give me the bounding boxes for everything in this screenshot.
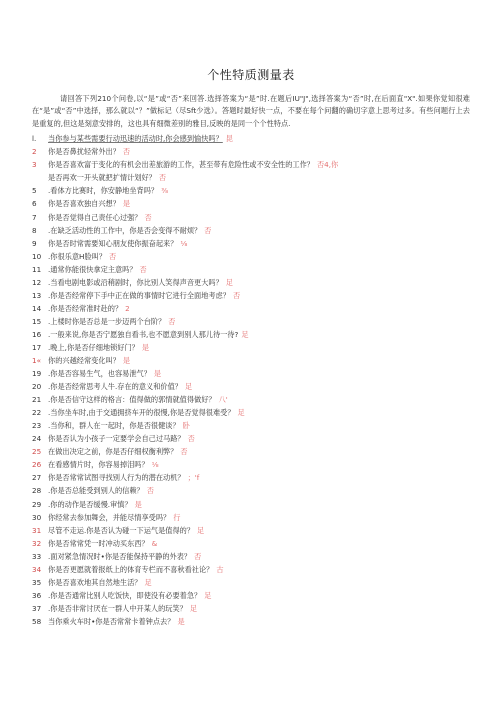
answer-mark: 是 xyxy=(122,199,131,209)
question-number: 17 xyxy=(32,342,42,352)
list-item xyxy=(32,184,470,197)
question-text: 你经常去参加舞会，并能尽情享受吗？ xyxy=(48,512,171,522)
question-text: 你是否喜欢地其自然地生活？ xyxy=(48,577,142,587)
question-number: 11 xyxy=(32,264,42,274)
question-list xyxy=(32,132,470,628)
answer-mark: 行 xyxy=(173,512,181,522)
answer-mark: 否 xyxy=(109,251,117,261)
answer-mark: 是 xyxy=(141,342,150,352)
answer-mark: 卧 xyxy=(182,421,190,431)
list-item xyxy=(32,145,470,158)
question-number: l. xyxy=(32,134,37,144)
question-text: .你是否非常讨厌在一群人中开某人的玩笑？ xyxy=(48,603,187,613)
question-number: 21 xyxy=(32,395,42,405)
list-item xyxy=(32,328,470,341)
question-text: 你是否常常凭一时冲动买东西？ xyxy=(48,538,149,548)
list-item xyxy=(32,263,470,276)
list-item xyxy=(32,302,470,315)
question-number: 7 xyxy=(32,212,37,222)
question-number: 20 xyxy=(32,382,42,392)
answer-mark: 足 xyxy=(189,603,198,613)
list-item xyxy=(32,484,470,497)
question-text: .你是否信守这样的格言：值得做的郭情就值得做好？ xyxy=(48,395,216,405)
answer-mark: 足 xyxy=(237,408,245,418)
list-item xyxy=(32,550,470,563)
list-item xyxy=(32,367,470,380)
question-number: 15 xyxy=(32,316,42,326)
question-number: 30 xyxy=(32,512,42,522)
answer-mark: ⅛ xyxy=(151,460,159,470)
question-text: .你是否经常准时赴的？ xyxy=(48,303,123,313)
question-number: 2 xyxy=(32,147,37,157)
list-item xyxy=(32,615,470,628)
question-text: .你的动作是否缓慢.审慎？ xyxy=(48,499,132,509)
answer-mark: 足 xyxy=(204,590,212,600)
question-text: .在缺乏活动性的工作中，你是否会变得不耐烦？ xyxy=(48,225,202,235)
question-number: 9 xyxy=(32,238,37,248)
list-item xyxy=(32,237,470,250)
answer-mark: 是 xyxy=(122,356,131,366)
list-item xyxy=(32,289,470,302)
question-text: 你是否常常试图寻找别人行为的潜在动机？ xyxy=(48,473,185,483)
question-text: 当你乘火车时•你是否常常卡着钟点去？ xyxy=(48,616,175,626)
question-number xyxy=(32,171,48,184)
answer-mark: 否 xyxy=(187,434,195,444)
list-item xyxy=(32,354,470,367)
question-number: 3 xyxy=(32,160,37,170)
question-text: .面对紧急情况时•你是否能保持平静的外表？ xyxy=(48,551,192,561)
question-number: 33 xyxy=(32,551,42,561)
question-text: 是否再欢一开头就把扩情计划好？ xyxy=(48,173,156,183)
question-number: 13 xyxy=(32,290,42,300)
list-item xyxy=(32,341,470,354)
question-number: 23 xyxy=(32,421,42,431)
answer-mark: 足 xyxy=(144,577,152,587)
list-item xyxy=(32,132,470,145)
list-item xyxy=(32,471,470,484)
list-item xyxy=(32,511,470,524)
list-item xyxy=(32,537,470,550)
answer-mark: 足 xyxy=(184,382,193,392)
answer-mark: & xyxy=(151,538,158,548)
answer-mark: 是 xyxy=(134,499,142,509)
question-text: .一般来说,你是否宁愿独自看书,也不愿意到别人那儿待一待? xyxy=(48,329,239,339)
list-item xyxy=(32,393,470,406)
answer-mark: 昆 xyxy=(225,134,233,144)
question-text: 你是否喜欢独自兴想？ xyxy=(48,199,120,209)
question-number: 29 xyxy=(32,499,42,509)
list-item xyxy=(32,224,470,237)
question-text: 你是否时常需要知心朋友使你振奋起来？ xyxy=(48,238,178,248)
question-text: 在看感情片时，你容易掉泪吗？ xyxy=(48,460,149,470)
question-text: 你是否喜欢富于变化的有机会出差旅游的工作，甚至带有危险性或不安全性的工作？ xyxy=(48,160,314,170)
question-text: 你是否觉得自己责任心过强？ xyxy=(48,212,142,222)
question-number: 27 xyxy=(32,473,42,483)
question-number: 8 xyxy=(32,225,37,235)
question-number: 24 xyxy=(32,434,42,444)
question-number: 58 xyxy=(32,616,42,626)
list-item xyxy=(32,171,470,184)
question-text: .你是否总能受到别人的信赖？ xyxy=(48,486,144,496)
answer-mark: 足 xyxy=(241,329,249,339)
list-item xyxy=(32,589,470,602)
question-number: 32 xyxy=(32,538,42,548)
answer-mark: 否 xyxy=(122,147,131,157)
answer-mark: ⅛ xyxy=(180,238,188,248)
intro-text: 请回答下列210个问卷,以“是”或“否”来回答.选择答案为“是”时.在题后IU"J",选择答案为“否”时,在后面直"X".如果你觉知很难在“是”或“否”中选择，那么就以“？”做标记（尽Sft少选）。答题时最好快一点，不要在每个问翻的确切字意上思考过多。有些问题行上去是重复的,但这是刻意安排的，这也具有细微差别的雅目,反映的是同一个个性特点. xyxy=(32,94,470,128)
list-item xyxy=(32,315,470,328)
answer-mark: 2 xyxy=(125,303,130,313)
list-item xyxy=(32,432,470,445)
question-number: 10 xyxy=(32,251,42,261)
list-item xyxy=(32,602,470,615)
question-number: 5 xyxy=(32,186,37,196)
list-item xyxy=(32,498,470,511)
intro-paragraph xyxy=(32,93,470,130)
question-text: .你是否经常停下手中正在做的事情时它进行全面地考虑？ xyxy=(48,290,230,300)
answer-mark: 否 xyxy=(180,447,188,457)
question-number: 12 xyxy=(32,277,42,287)
answer-mark: 否 xyxy=(194,551,202,561)
list-item xyxy=(32,445,470,458)
list-item xyxy=(32,276,470,289)
question-text: 当你参与某些需要行动迅速的活动时,你会感到愉快吗？ xyxy=(48,134,223,144)
answer-mark: 否 xyxy=(146,486,154,496)
list-item xyxy=(32,419,470,432)
answer-mark: 足 xyxy=(197,525,205,535)
list-item xyxy=(32,380,470,393)
question-number: 25 xyxy=(32,447,42,457)
list-item xyxy=(32,158,470,171)
question-text: .看体方比赛时，你安静地坐背吗？ xyxy=(48,186,159,196)
answer-mark: 否 xyxy=(139,264,147,274)
answer-mark: ；'f xyxy=(187,473,200,483)
answer-mark: 否 xyxy=(144,212,152,222)
question-text: .通常你能很快拿定主意吗？ xyxy=(48,264,137,274)
question-text: .当看电剧电影或沿稍剧时，你比别人笑得声音更大吗？ xyxy=(48,277,223,287)
question-number: 19 xyxy=(32,369,42,379)
question-number: 6 xyxy=(32,199,37,209)
answer-mark: 古 xyxy=(216,564,224,574)
question-text: 你是否鼻扰轻常外出？ xyxy=(48,147,120,157)
question-number: 26 xyxy=(32,460,42,470)
list-item xyxy=(32,406,470,419)
list-item xyxy=(32,576,470,589)
question-number: 35 xyxy=(32,577,42,587)
list-item xyxy=(32,211,470,224)
question-number: 1« xyxy=(32,356,41,366)
question-text: .上楼时你是否总是一步迈两个台阶？ xyxy=(48,316,166,326)
question-number: 28 xyxy=(32,486,42,496)
question-text: .你很乐意H脸叫？ xyxy=(48,251,107,261)
question-number: 37 xyxy=(32,603,42,613)
answer-mark: 八' xyxy=(218,395,228,405)
question-text: .你是否容易生气，也容易泄气？ xyxy=(48,369,151,379)
answer-mark: 否4,你 xyxy=(316,160,339,170)
answer-mark: 是 xyxy=(177,616,185,626)
page-title: 个性特质测量表 xyxy=(207,68,295,82)
list-item xyxy=(32,197,470,210)
answer-mark: 否 xyxy=(158,173,167,183)
answer-mark: 是 xyxy=(153,369,162,379)
question-text: .当你和，群人在一起时，你是否很健谈？ xyxy=(48,421,180,431)
question-number: 34 xyxy=(32,564,42,574)
answer-mark: ⅜ xyxy=(161,186,169,196)
question-number: 14 xyxy=(32,303,42,313)
question-number: 36 xyxy=(32,590,42,600)
question-text: .你是否通常比别人吃饭快，即使没有必要着急？ xyxy=(48,590,202,600)
list-item xyxy=(32,524,470,537)
list-item xyxy=(32,458,470,471)
question-text: 尽管不走运.你是否认为碰一下运气是值得的？ xyxy=(48,525,195,535)
list-item xyxy=(32,250,470,263)
question-text: 在做出决定之前，你是否仔细权衡利弊？ xyxy=(48,447,178,457)
question-number: 22 xyxy=(32,408,42,418)
question-text: 你是否更愿就着报纸上的体育专栏而不喜秋看社论？ xyxy=(48,564,214,574)
answer-mark: 否 xyxy=(232,290,241,300)
question-number: 31 xyxy=(32,525,42,535)
question-text: .当你坐车时,由于交通拥挤车开的很慢,你是否觉得很难受？ xyxy=(48,408,235,418)
question-text: 你是否认为小孩子一定要学会自己过马路？ xyxy=(48,434,185,444)
question-text: .你是否经常思考人牛.存在的意义和价值？ xyxy=(48,382,182,392)
question-number: 16 xyxy=(32,329,42,339)
answer-mark: 足 xyxy=(225,277,233,287)
answer-mark: 否 xyxy=(168,316,176,326)
question-text: .晚上,你是否仔细地锁好门？ xyxy=(48,342,139,352)
list-item xyxy=(32,563,470,576)
question-text: 你的兴越经常变化叫？ xyxy=(48,356,120,366)
answer-mark: 否 xyxy=(204,225,212,235)
